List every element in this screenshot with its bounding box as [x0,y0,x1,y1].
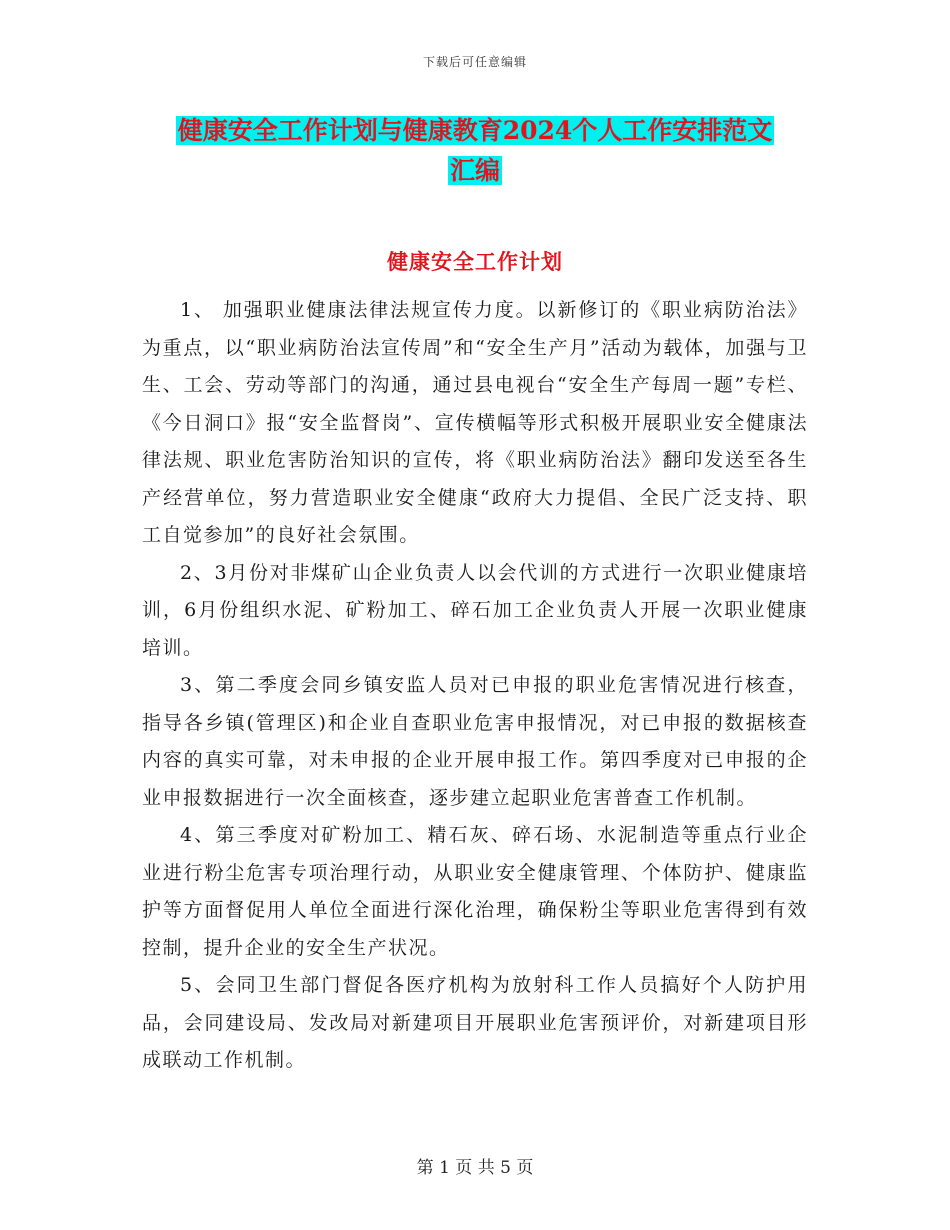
body-text [142,292,808,1080]
paragraph-5: 5、会同卫生部门督促各医疗机构为放射科工作人员搞好个人防护用品，会同建设局、发改局对新建项目开展职业危害预评价，对新建项目形成联动工作机制。 [142,974,808,1071]
page-number-footer: 第 1 页 共 5 页 [416,1158,534,1178]
paragraph-1: 1、 加强职业健康法律法规宣传力度。以新修订的《职业病防治法》为重点，以“职业病防治法宣传周”和“安全生产月”活动为载体，加强与卫生、工会、劳动等部门的沟通，通过县电视台“安全生产每周一题”专栏、《今日洞口》报“安全监督岗”、宣传横幅等形式积极开展职业安全健康法律法规、职业危害防治知识的宣传，将《职业病防治法》翻印发送至各生产经营单位，努力营造职业安全健康“政府大力提倡、全民广泛支持、职工自觉参加”的良好社会氛围。 [142,299,808,546]
paragraph-4: 4、第三季度对矿粉加工、精石灰、碎石场、水泥制造等重点行业企业进行粉尘危害专项治理行动，从职业安全健康管理、个体防护、健康监护等方面督促用人单位全面进行深化治理，确保粉尘等职业危害得到有效控制，提升企业的安全生产状况。 [142,824,808,959]
section-heading: 健康安全工作计划 [387,249,563,274]
paragraph-2: 2、3月份对非煤矿山企业负责人以会代训的方式进行一次职业健康培训，6月份组织水泥、矿粉加工、碎石加工企业负责人开展一次职业健康培训。 [142,561,808,659]
document-title-line2: 汇编 [449,156,500,185]
header-note: 下载后可任意编辑 [422,55,527,69]
document-title-line1: 健康安全工作计划与健康教育2024个人工作安排范文 [177,116,773,145]
document-title [0,112,950,190]
paragraph-3: 3、第二季度会同乡镇安监人员对已申报的职业危害情况进行核查，指导各乡镇(管理区)和企业自查职业危害申报情况，对已申报的数据核查内容的真实可靠，对未申报的企业开展申报工作。第四季度对已申报的企业申报数据进行一次全面核查，逐步建立起职业危害普查工作机制。 [142,674,808,809]
